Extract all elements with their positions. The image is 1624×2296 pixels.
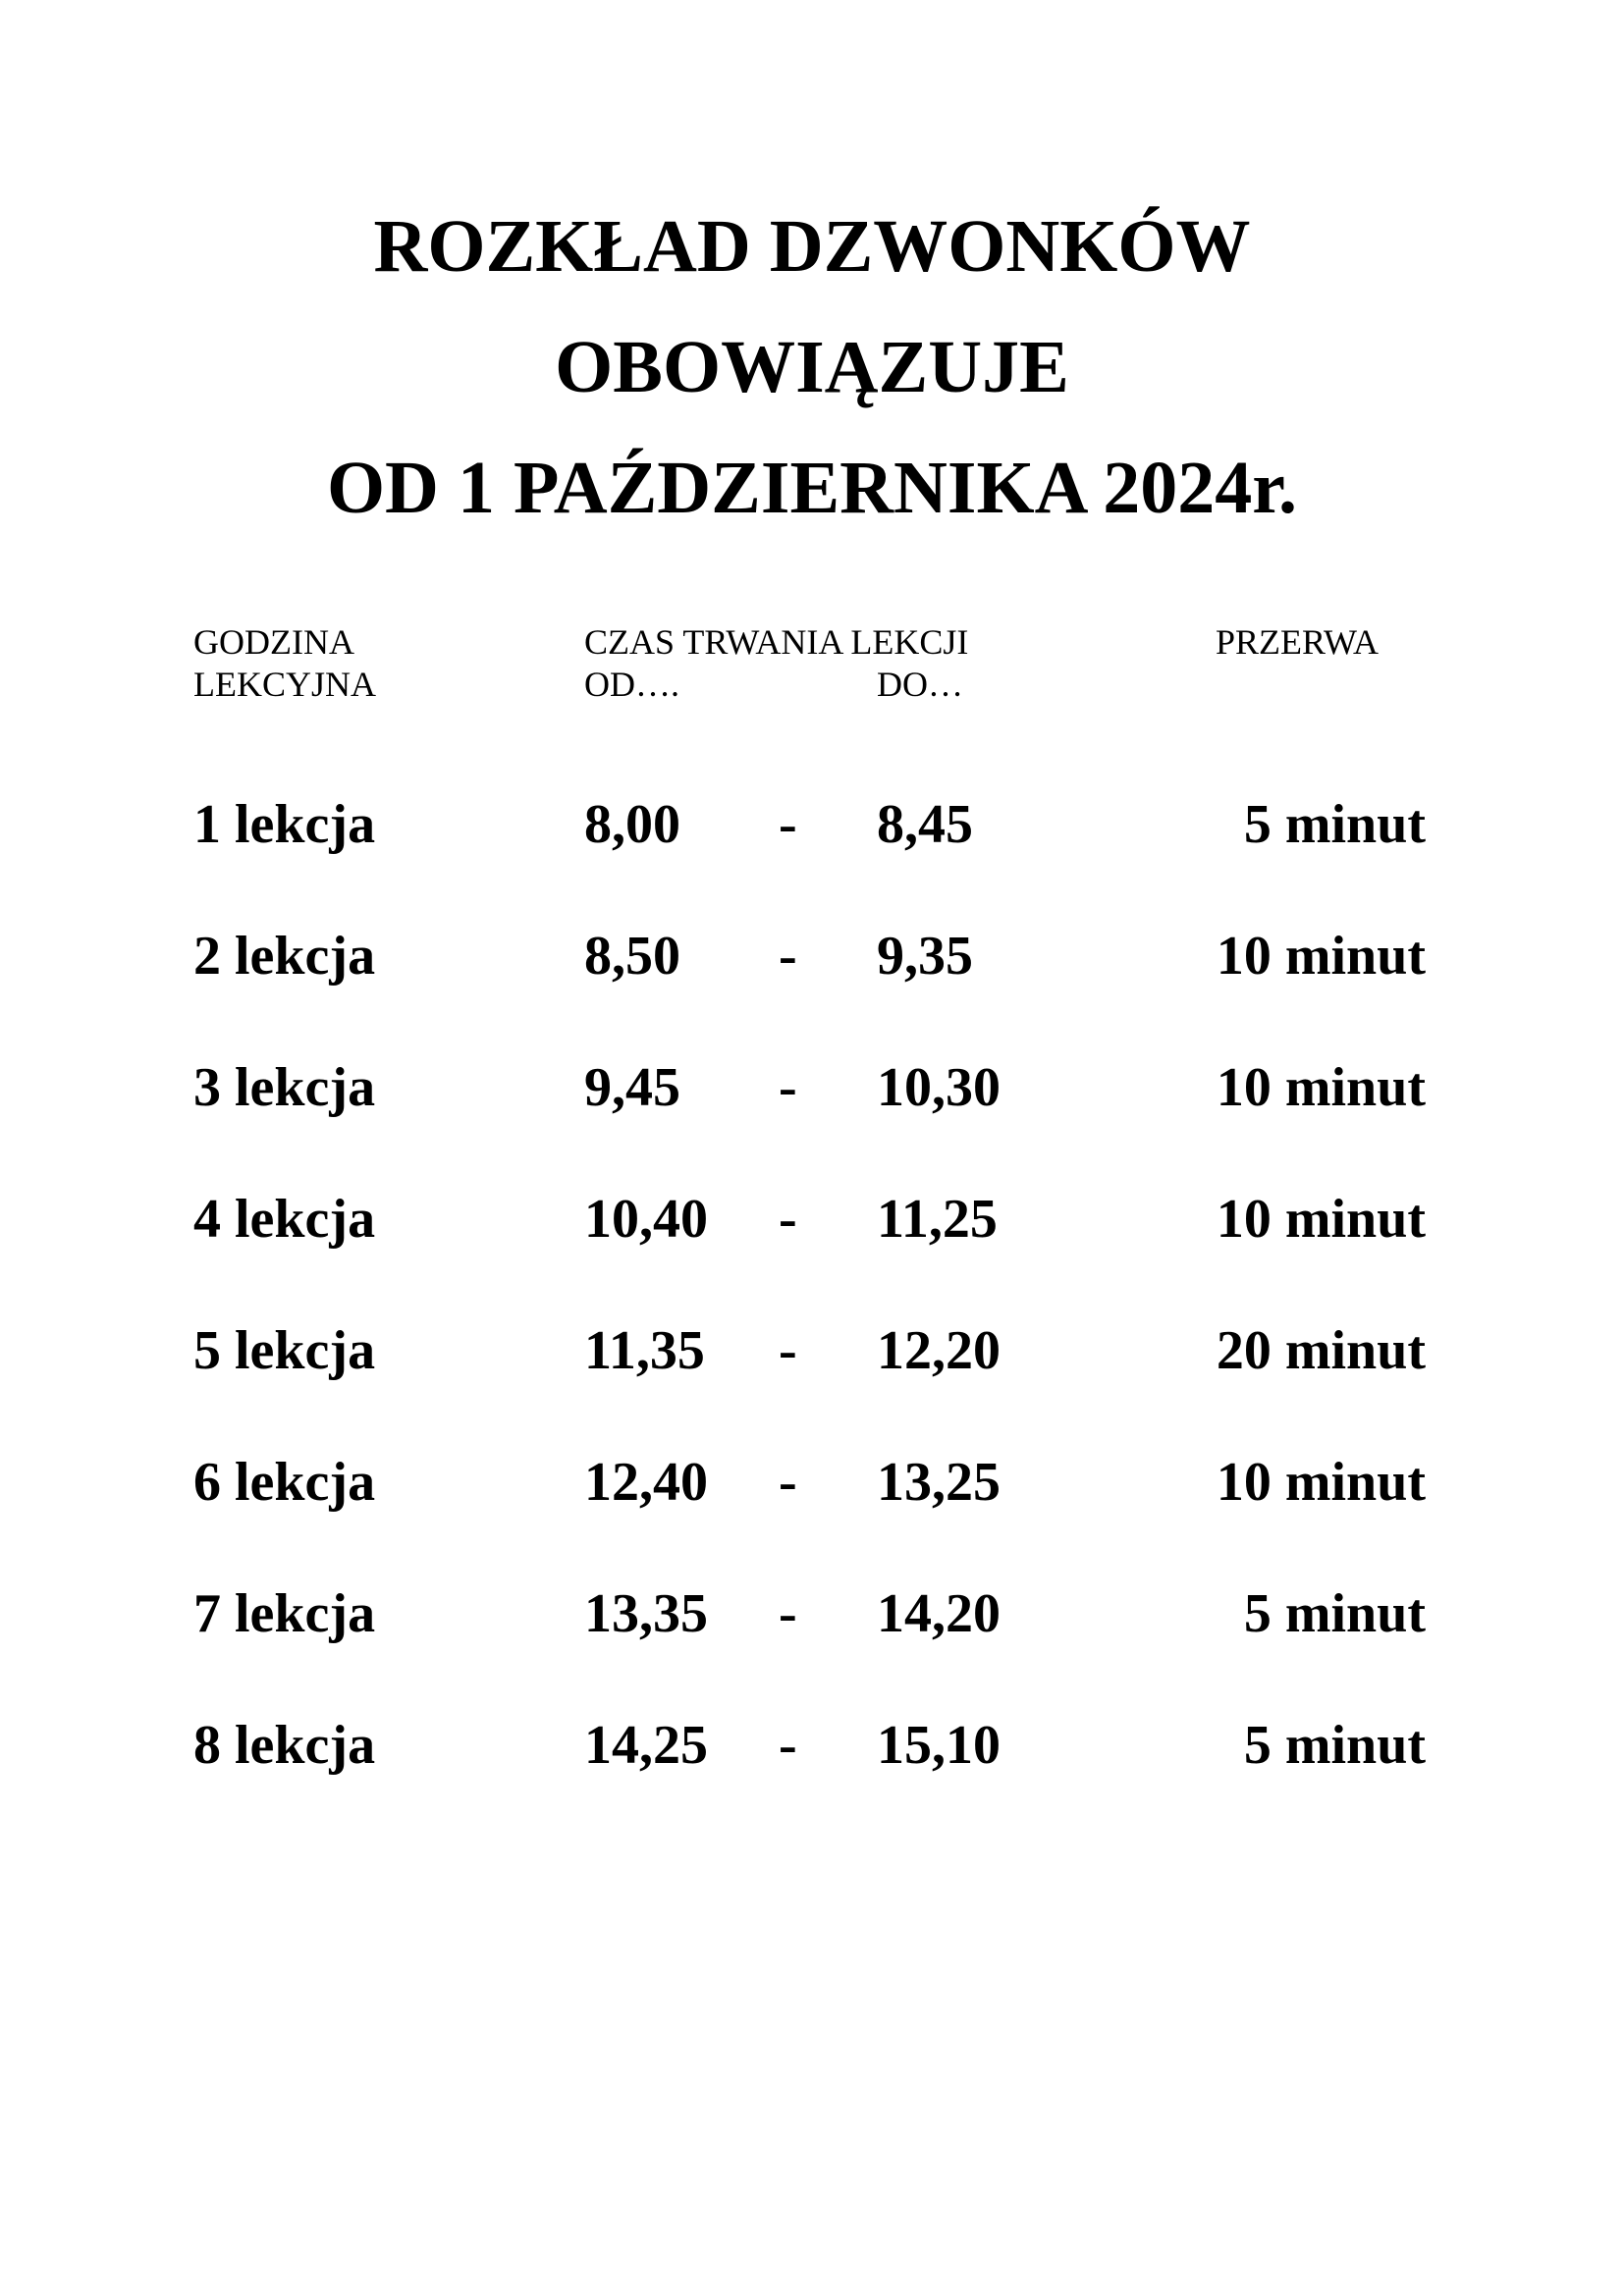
lesson-start: 8,00 — [584, 794, 680, 855]
header-godzina-line2: LEKCYJNA — [193, 665, 376, 704]
table-row — [0, 1438, 1624, 1570]
lesson-start: 13,35 — [584, 1583, 708, 1644]
break-duration: 5 minut — [1243, 1715, 1426, 1776]
time-separator: - — [779, 1057, 797, 1118]
lesson-end: 15,10 — [877, 1715, 1001, 1776]
header-godzina-line1: GODZINA — [193, 622, 354, 662]
lesson-start: 14,25 — [584, 1715, 708, 1776]
break-duration: 5 minut — [1243, 794, 1426, 855]
table-row — [0, 1307, 1624, 1438]
lesson-start: 12,40 — [584, 1452, 708, 1513]
lesson-name: 7 lekcja — [193, 1583, 376, 1644]
table-row — [0, 1175, 1624, 1307]
break-duration: 20 minut — [1216, 1320, 1426, 1381]
lesson-name: 1 lekcja — [193, 794, 376, 855]
table-row — [0, 1570, 1624, 1701]
lesson-name: 2 lekcja — [193, 926, 376, 987]
lesson-end: 9,35 — [877, 926, 973, 987]
title-line-1: ROZKŁAD DZWONKÓW — [373, 205, 1251, 288]
time-separator: - — [779, 794, 797, 855]
lesson-start: 10,40 — [584, 1189, 708, 1250]
lesson-name: 5 lekcja — [193, 1320, 376, 1381]
lesson-name: 8 lekcja — [193, 1715, 376, 1776]
time-separator: - — [779, 1715, 797, 1776]
lesson-end: 8,45 — [877, 794, 973, 855]
title-line-2: OBOWIĄZUJE — [555, 326, 1069, 408]
header-od: OD…. — [584, 665, 679, 704]
lesson-name: 4 lekcja — [193, 1189, 376, 1250]
table-row — [0, 912, 1624, 1043]
header-do: DO… — [877, 665, 963, 704]
lesson-end: 12,20 — [877, 1320, 1001, 1381]
lesson-start: 9,45 — [584, 1057, 680, 1118]
header-czas-line1: CZAS TRWANIA LEKCJI — [584, 622, 969, 662]
lesson-name: 6 lekcja — [193, 1452, 376, 1513]
lesson-end: 10,30 — [877, 1057, 1001, 1118]
lesson-start: 8,50 — [584, 926, 680, 987]
lesson-end: 14,20 — [877, 1583, 1001, 1644]
time-separator: - — [779, 1189, 797, 1250]
time-separator: - — [779, 1583, 797, 1644]
break-duration: 5 minut — [1243, 1583, 1426, 1644]
lesson-end: 13,25 — [877, 1452, 1001, 1513]
title-line-3: OD 1 PAŹDZIERNIKA 2024r. — [326, 447, 1298, 529]
header-godzina — [193, 621, 376, 706]
table-row — [0, 780, 1624, 912]
break-duration: 10 minut — [1216, 926, 1426, 987]
page-title — [0, 187, 1624, 549]
table-row — [0, 1043, 1624, 1175]
lesson-end: 11,25 — [877, 1189, 998, 1250]
break-duration: 10 minut — [1216, 1057, 1426, 1118]
time-separator: - — [779, 926, 797, 987]
time-separator: - — [779, 1452, 797, 1513]
break-duration: 10 minut — [1216, 1452, 1426, 1513]
time-separator: - — [779, 1320, 797, 1381]
header-przerwa: PRZERWA — [1216, 622, 1380, 662]
lesson-name: 3 lekcja — [193, 1057, 376, 1118]
lesson-start: 11,35 — [584, 1320, 705, 1381]
break-duration: 10 minut — [1216, 1189, 1426, 1250]
table-row — [0, 1701, 1624, 1833]
schedule-table — [0, 780, 1624, 1833]
